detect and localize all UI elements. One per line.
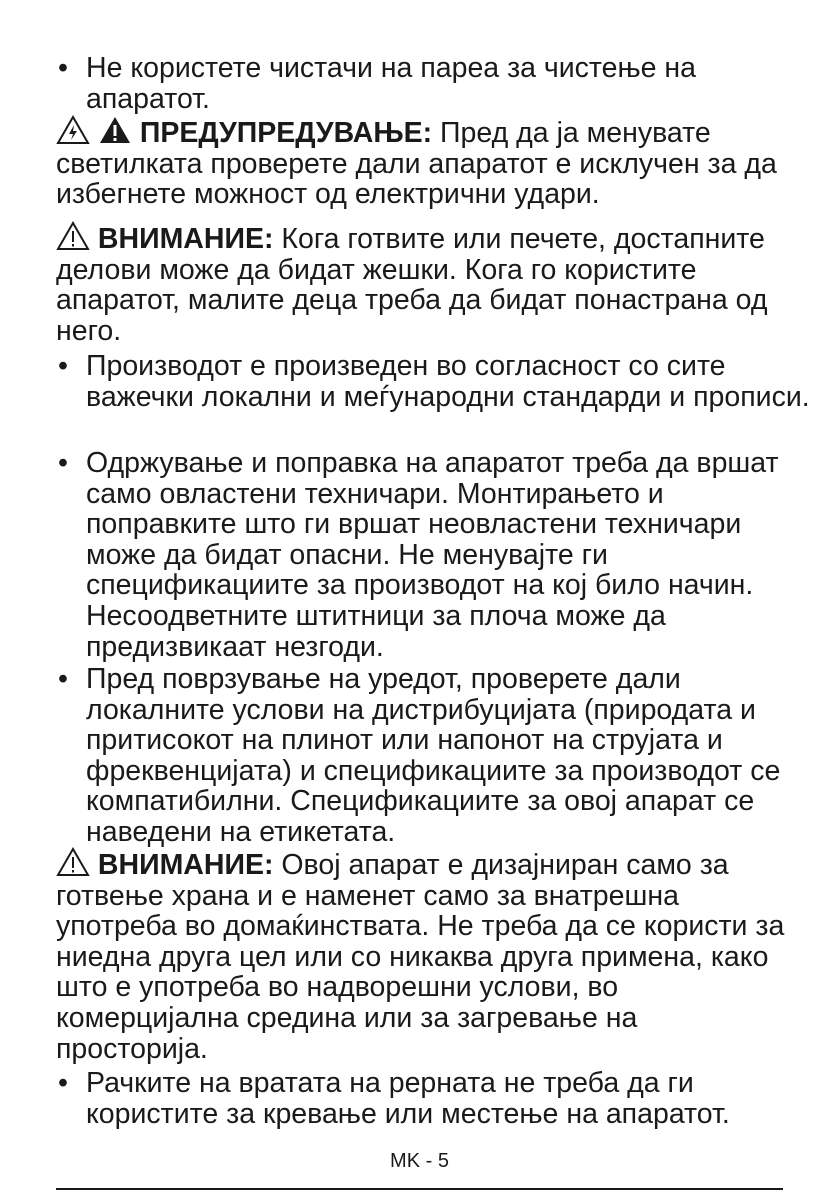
bullet-icon: • (58, 663, 68, 695)
warning-label: ПРЕДУПРЕДУВАЊЕ: (139, 117, 433, 149)
bullet-icon: • (58, 447, 68, 479)
item-text: Производот е произведен во согласност со сите важечки локални и меѓународни стандарди и прописи. (86, 350, 810, 413)
warning-paragraph (56, 115, 786, 210)
bullet-icon: • (58, 1067, 68, 1099)
attention-text: Овој апарат е дизајниран само за готвење храна и е наменет само за внатрешна употреба во домаќинствата. Не треба да се користи за ниедна друга цел или со никаква друга примена, како што е употреба во надворешни услови, во комерцијална средина или за загревање на просторија. (56, 849, 785, 1065)
list-item (56, 664, 816, 848)
list-item (56, 351, 816, 412)
attention-paragraph (56, 847, 786, 1064)
warning-triangle-icon (56, 847, 90, 877)
item-text: Рачките на вратата на рерната не треба да ги користите за кревање или местење на апаратот. (86, 1067, 730, 1130)
attention-label: ВНИМАНИЕ: (97, 849, 274, 881)
list-item (56, 53, 816, 114)
warning-triangle-icon (56, 221, 90, 251)
attention-paragraph (56, 221, 786, 346)
attention-label: ВНИМАНИЕ: (97, 223, 274, 255)
list-item (56, 1068, 816, 1129)
footer-rule (56, 1188, 783, 1190)
danger-triangle-icon (98, 115, 132, 145)
electric-shock-icon (56, 115, 90, 145)
item-text: Пред поврзување на уредот, проверете дали локалните услови на дистрибуцијата (природата и притисокот на плинот или напонот на струјата и фреквенцијата) и спецификациите за производот се компатибилни. Спецификациите за овој апарат се наведени на етикетата. (86, 663, 781, 848)
bullet-icon: • (58, 52, 68, 84)
attention-text: Кога готвите или печете, достапните делови може да бидат жешки. Кога го користите апаратот, малите деца треба да бидат понастрана од него. (56, 223, 768, 347)
item-text: Не користете чистачи на пареа за чистење на апаратот. (86, 52, 697, 115)
page-number: MK - 5 (390, 1150, 449, 1172)
item-text: Одржување и поправка на апаратот треба да вршат само овластени техничари. Монтирањето и поправките што ги вршат неовластени техничари може да бидат опасни. Не менувајте ги спецификациите за производот на кој било начин. Несоодветните штитници за плоча може да предизвикаат незгоди. (86, 447, 779, 663)
warning-text: Пред да ја менувате светилката проверете дали апаратот е исклучен за да избегнете можност од електрични удари. (56, 117, 777, 211)
bullet-icon: • (58, 350, 68, 382)
list-item (56, 448, 816, 662)
